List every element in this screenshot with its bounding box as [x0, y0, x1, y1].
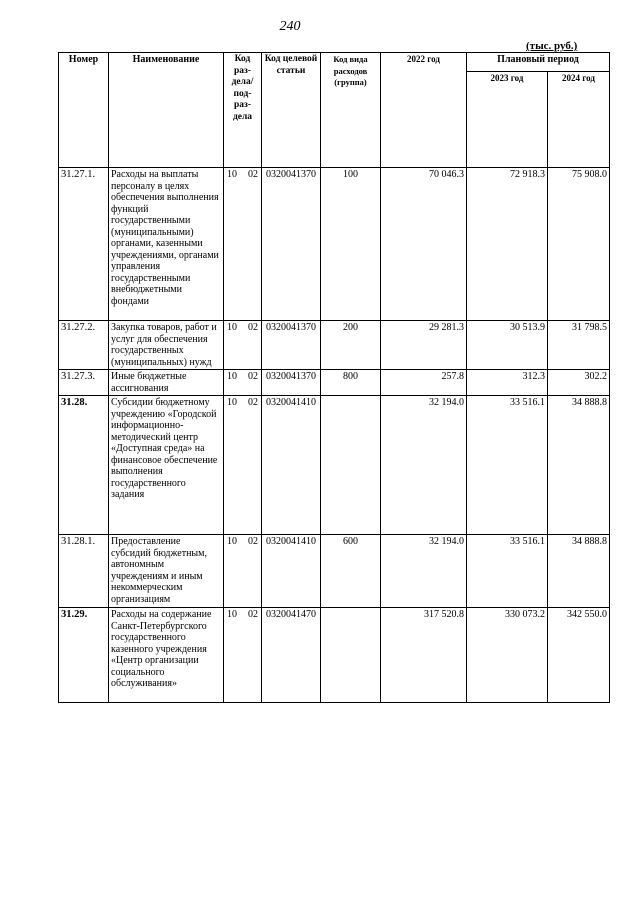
row-amount-2022: 32 194.0	[381, 396, 467, 535]
row-amount-2023: 30 513.9	[467, 321, 548, 370]
row-amount-2024: 342 550.0	[548, 608, 610, 703]
row-amount-2022: 32 194.0	[381, 535, 467, 608]
table-row	[59, 168, 610, 321]
row-name: Иные бюджетные ассигнования	[109, 370, 224, 396]
row-expense-type: 100	[321, 168, 381, 321]
budget-table	[58, 52, 610, 703]
row-amount-2022: 317 520.8	[381, 608, 467, 703]
row-name: Расходы на выплаты персоналу в целях обеспечения выполнения функций государственными (муниципальными) органами, казенными учреждениями, органами управления государственными внебюджетными фондами	[109, 168, 224, 321]
row-amount-2024: 302.2	[548, 370, 610, 396]
row-section-code	[224, 370, 262, 396]
row-target-code: 0320041370	[262, 370, 321, 396]
row-amount-2023: 312.3	[467, 370, 548, 396]
row-section-code	[224, 396, 262, 535]
row-target-code: 0320041370	[262, 321, 321, 370]
units-label: (тыс. руб.)	[526, 40, 578, 52]
row-target-code: 0320041370	[262, 168, 321, 321]
razdel-code: 10	[227, 609, 237, 620]
row-number: 31.27.1.	[59, 168, 109, 321]
header-target-code: Код целевой статьи	[262, 53, 321, 168]
podrazdel-code: 02	[248, 371, 258, 382]
row-amount-2024: 75 908.0	[548, 168, 610, 321]
row-amount-2023: 33 516.1	[467, 535, 548, 608]
header-year-2024: 2024 год	[548, 72, 610, 168]
row-number: 31.28.1.	[59, 535, 109, 608]
row-section-code	[224, 608, 262, 703]
row-expense-type: 600	[321, 535, 381, 608]
podrazdel-code: 02	[248, 609, 258, 620]
row-expense-type	[321, 396, 381, 535]
row-name: Расходы на содержание Санкт-Петербургского государственного казенного учреждения «Центр организации социального обслуживания»	[109, 608, 224, 703]
razdel-code: 10	[227, 397, 237, 408]
row-expense-type: 800	[321, 370, 381, 396]
row-number: 31.29.	[59, 608, 109, 703]
header-expense-type: Код вида расходов (группа)	[321, 53, 381, 168]
table-row	[59, 535, 610, 608]
row-name: Предоставление субсидий бюджетным, автономным учреждениям и иным некоммерческим организациям	[109, 535, 224, 608]
row-target-code: 0320041410	[262, 535, 321, 608]
podrazdel-code: 02	[248, 169, 258, 180]
row-amount-2023: 33 516.1	[467, 396, 548, 535]
row-amount-2022: 70 046.3	[381, 168, 467, 321]
table-row	[59, 370, 610, 396]
row-section-code	[224, 535, 262, 608]
header-section-code: Код раз-дела/ под-раз-дела	[224, 53, 262, 168]
header-year-2022: 2022 год	[381, 53, 467, 168]
row-number: 31.27.3.	[59, 370, 109, 396]
header-planned-period: Плановый период	[467, 53, 610, 72]
header-year-2023: 2023 год	[467, 72, 548, 168]
row-amount-2022: 29 281.3	[381, 321, 467, 370]
razdel-code: 10	[227, 169, 237, 180]
row-expense-type: 200	[321, 321, 381, 370]
header-name: Наименование	[109, 53, 224, 168]
row-name: Закупка товаров, работ и услуг для обеспечения государственных (муниципальных) нужд	[109, 321, 224, 370]
row-amount-2023: 330 073.2	[467, 608, 548, 703]
row-amount-2022: 257.8	[381, 370, 467, 396]
row-section-code	[224, 168, 262, 321]
table-row	[59, 608, 610, 703]
podrazdel-code: 02	[248, 397, 258, 408]
razdel-code: 10	[227, 536, 237, 547]
row-number: 31.28.	[59, 396, 109, 535]
row-amount-2023: 72 918.3	[467, 168, 548, 321]
row-target-code: 0320041470	[262, 608, 321, 703]
row-amount-2024: 34 888.8	[548, 396, 610, 535]
razdel-code: 10	[227, 322, 237, 333]
podrazdel-code: 02	[248, 536, 258, 547]
razdel-code: 10	[227, 371, 237, 382]
row-section-code	[224, 321, 262, 370]
row-amount-2024: 31 798.5	[548, 321, 610, 370]
row-target-code: 0320041410	[262, 396, 321, 535]
page-number: 240	[279, 19, 301, 34]
row-name: Субсидии бюджетному учреждению «Городской информационно-методический центр «Доступная среда» на финансовое обеспечение выполнения государственного задания	[109, 396, 224, 535]
row-number: 31.27.2.	[59, 321, 109, 370]
header-number: Номер	[59, 53, 109, 168]
podrazdel-code: 02	[248, 322, 258, 333]
row-amount-2024: 34 888.8	[548, 535, 610, 608]
row-expense-type	[321, 608, 381, 703]
table-row	[59, 321, 610, 370]
table-row	[59, 396, 610, 535]
